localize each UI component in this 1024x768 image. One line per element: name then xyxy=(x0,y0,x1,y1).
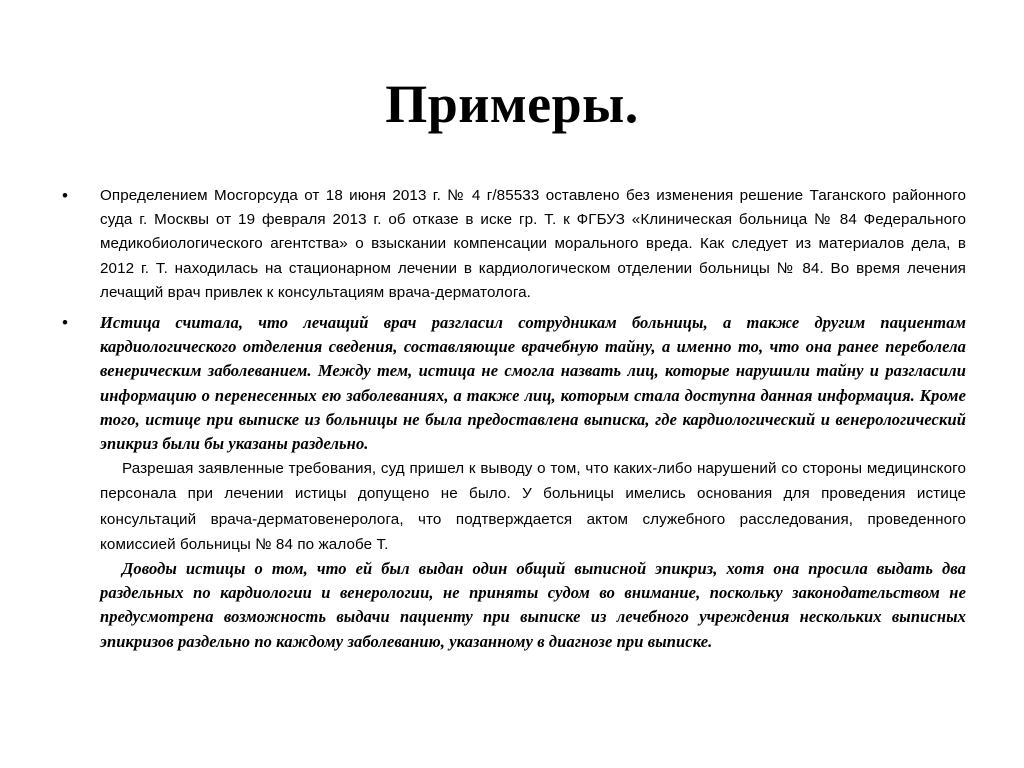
bullet-icon: • xyxy=(62,186,68,205)
bullet-item-2 xyxy=(62,311,966,654)
bullet-item-1 xyxy=(62,184,966,305)
slide-title: Примеры. xyxy=(385,74,639,134)
slide-body xyxy=(62,184,966,660)
bullet-2-italic-part-1: Истица считала, что лечащий врач разгласил сотрудникам больницы, а также другим пациентам кардиологического отделения сведения, составляющие врачебную тайну, а именно то, что она ранее переболела венерическим заболеванием. Между тем, истица не смогла назвать лиц, которые нарушили тайну и разгласили информацию о перенесенных ею заболеваниях, а также лиц, которым стала доступна данная информация. Кроме того, истице при выписке из больницы не была предоставлена выписка, где кардиологический и венерологический эпикриз были бы указаны раздельно. xyxy=(100,313,966,454)
bullet-icon: • xyxy=(62,313,68,333)
bullet-2-regular-part: Разрешая заявленные требования, суд пришел к выводу о том, что каких-либо нарушений со стороны медицинского персонала при лечении истицы допущено не было. У больницы имелись основания для проведения истице консультаций врача-дерматовенеролога, что подтверждается актом служебного расследования, проведенного комиссией больницы № 84 по жалобе Т. xyxy=(100,460,966,553)
bullet-2-text xyxy=(100,311,966,654)
bullet-1-text: Определением Мосгорсуда от 18 июня 2013 г. № 4 г/85533 оставлено без изменения решение Таганского районного суда г. Москвы от 19 февраля 2013 г. об отказе в иске гр. Т. к ФГБУЗ «Клиническая больница № 84 Федерального медикобиологического агентства» о взыскании компенсации морального вреда. Как следует из материалов дела, в 2012 г. Т. находилась на стационарном лечении в кардиологическом отделении больницы № 84. Во время лечения лечащий врач привлек к консультациям врача-дерматолога. xyxy=(100,187,966,301)
bullet-2-italic-part-2: Доводы истицы о том, что ей был выдан один общий выписной эпикриз, хотя она просила выдать два раздельных по кардиологии и венерологии, не приняты судом во внимание, поскольку законодательством не предусмотрена возможность выдачи пациенту при выписке из лечебного учреждения нескольких выписных эпикризов раздельно по каждому заболеванию, указанному в диагнозе при выписке. xyxy=(100,559,966,651)
